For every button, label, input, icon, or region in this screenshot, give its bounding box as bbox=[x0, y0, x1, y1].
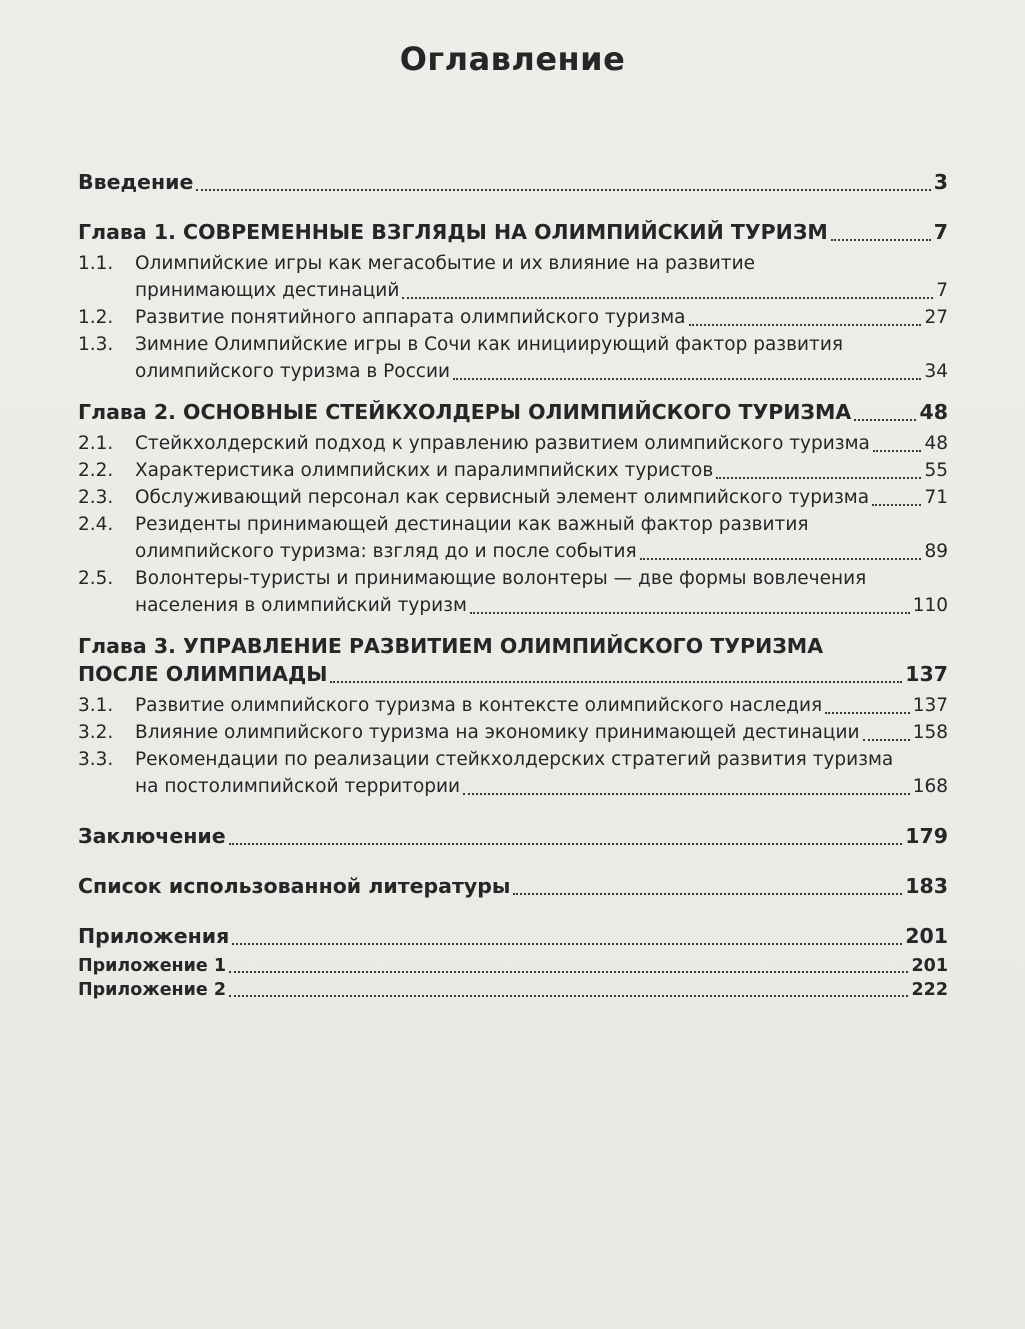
appendix-page: 201 bbox=[911, 956, 948, 976]
section-number: 3.1. bbox=[78, 695, 114, 716]
dot-leader bbox=[229, 843, 903, 845]
dot-leader bbox=[640, 558, 922, 560]
section-number: 3.2. bbox=[78, 722, 114, 743]
toc-entry-intro[interactable] bbox=[78, 168, 948, 196]
dot-leader bbox=[831, 239, 931, 241]
dot-leader bbox=[854, 419, 916, 421]
dot-leader bbox=[513, 893, 902, 895]
toc-entry-label: Список использованной литературы bbox=[78, 874, 511, 898]
toc-section-2-2[interactable] bbox=[78, 457, 948, 484]
section-page: 110 bbox=[912, 595, 948, 616]
toc-appendix-1[interactable] bbox=[78, 954, 948, 978]
section-title-line1: Резиденты принимающей дестинации как важный фактор развития bbox=[135, 514, 809, 535]
toc-section-2-4[interactable] bbox=[78, 511, 948, 565]
section-number: 2.4. bbox=[78, 514, 114, 535]
section-title-line1: Зимние Олимпийские игры в Сочи как инициирующий фактор развития bbox=[135, 334, 843, 355]
section-page: 27 bbox=[924, 307, 948, 328]
toc-chapter-label: Глава 2. ОСНОВНЫЕ СТЕЙКХОЛДЕРЫ ОЛИМПИЙСКОГО ТУРИЗМА bbox=[78, 400, 852, 424]
dot-leader bbox=[229, 971, 908, 973]
table-of-contents bbox=[78, 168, 948, 1002]
section-page: 89 bbox=[924, 541, 948, 562]
dot-leader bbox=[716, 477, 921, 479]
dot-leader bbox=[229, 995, 908, 997]
section-number: 1.3. bbox=[78, 334, 114, 355]
dot-leader bbox=[453, 378, 921, 380]
dot-leader bbox=[825, 712, 910, 714]
toc-chapter-1[interactable] bbox=[78, 218, 948, 246]
appendix-page: 222 bbox=[911, 980, 948, 1000]
section-number: 3.3. bbox=[78, 749, 114, 770]
toc-chapter-label-line1: Глава 3. УПРАВЛЕНИЕ РАЗВИТИЕМ ОЛИМПИЙСКОГО ТУРИЗМА bbox=[78, 634, 824, 658]
section-title: Развитие понятийного аппарата олимпийского туризма bbox=[135, 307, 686, 328]
section-page: 158 bbox=[912, 722, 948, 743]
section-page: 48 bbox=[924, 433, 948, 454]
dot-leader bbox=[873, 450, 922, 452]
section-number: 1.1. bbox=[78, 253, 114, 274]
section-title: Развитие олимпийского туризма в контексте олимпийского наследия bbox=[135, 695, 823, 716]
toc-chapter-3[interactable] bbox=[78, 632, 948, 688]
appendix-label: Приложение 2 bbox=[78, 980, 227, 1000]
section-title-line1: Волонтеры-туристы и принимающие волонтеры — две формы вовлечения bbox=[135, 568, 867, 589]
section-number: 2.1. bbox=[78, 433, 114, 454]
toc-entry-conclusion[interactable] bbox=[78, 822, 948, 850]
toc-section-3-2[interactable] bbox=[78, 719, 948, 746]
section-title-line2: населения в олимпийский туризм bbox=[135, 595, 467, 616]
dot-leader bbox=[872, 504, 921, 506]
toc-section-1-1[interactable] bbox=[78, 250, 948, 304]
section-title-line2: на постолимпийской территории bbox=[135, 776, 461, 797]
toc-section-2-1[interactable] bbox=[78, 430, 948, 457]
dot-leader bbox=[330, 681, 902, 683]
section-page: 168 bbox=[912, 776, 948, 797]
section-title-line2: олимпийского туризма в России bbox=[135, 361, 450, 382]
toc-entry-label: Заключение bbox=[78, 824, 226, 848]
section-number: 2.3. bbox=[78, 487, 114, 508]
section-title: Характеристика олимпийских и паралимпийских туристов bbox=[135, 460, 714, 481]
toc-section-2-3[interactable] bbox=[78, 484, 948, 511]
section-page: 55 bbox=[924, 460, 948, 481]
dot-leader bbox=[863, 739, 910, 741]
section-title-line1: Олимпийские игры как мегасобытие и их влияние на развитие bbox=[135, 253, 755, 274]
section-page: 34 bbox=[924, 361, 948, 382]
toc-chapter-label: Глава 1. СОВРЕМЕННЫЕ ВЗГЛЯДЫ НА ОЛИМПИЙСКИЙ ТУРИЗМ bbox=[78, 220, 828, 244]
appendix-label: Приложение 1 bbox=[78, 956, 227, 976]
section-title-line2: принимающих дестинаций bbox=[135, 280, 400, 301]
section-page: 7 bbox=[936, 280, 948, 301]
dot-leader bbox=[463, 793, 910, 795]
toc-section-3-1[interactable] bbox=[78, 692, 948, 719]
section-title-line2: олимпийского туризма: взгляд до и после события bbox=[135, 541, 637, 562]
toc-entry-page: 3 bbox=[933, 170, 948, 194]
dot-leader bbox=[470, 612, 910, 614]
section-number: 2.2. bbox=[78, 460, 114, 481]
section-number: 2.5. bbox=[78, 568, 114, 589]
toc-entry-appendices[interactable] bbox=[78, 922, 948, 950]
toc-entry-page: 179 bbox=[905, 824, 948, 848]
toc-chapter-page: 7 bbox=[933, 220, 948, 244]
toc-entry-label: Введение bbox=[78, 170, 194, 194]
dot-leader bbox=[689, 324, 922, 326]
section-page: 137 bbox=[912, 695, 948, 716]
toc-section-1-2[interactable] bbox=[78, 304, 948, 331]
toc-entry-references[interactable] bbox=[78, 872, 948, 900]
toc-section-2-5[interactable] bbox=[78, 565, 948, 619]
toc-chapter-page: 137 bbox=[905, 662, 948, 686]
toc-appendix-2[interactable] bbox=[78, 978, 948, 1002]
section-title: Стейкхолдерский подход к управлению развитием олимпийского туризма bbox=[135, 433, 870, 454]
section-title-line1: Рекомендации по реализации стейкхолдерских стратегий развития туризма bbox=[135, 749, 894, 770]
toc-chapter-page: 48 bbox=[919, 400, 948, 424]
toc-chapter-label-line2: ПОСЛЕ ОЛИМПИАДЫ bbox=[78, 662, 328, 686]
section-title: Влияние олимпийского туризма на экономику принимающей дестинации bbox=[135, 722, 860, 743]
toc-section-3-3[interactable] bbox=[78, 746, 948, 800]
dot-leader bbox=[402, 297, 933, 299]
dot-leader bbox=[196, 189, 930, 191]
toc-entry-label: Приложения bbox=[78, 924, 230, 948]
section-title: Обслуживающий персонал как сервисный элемент олимпийского туризма bbox=[135, 487, 870, 508]
dot-leader bbox=[232, 943, 902, 945]
section-page: 71 bbox=[924, 487, 948, 508]
toc-chapter-2[interactable] bbox=[78, 398, 948, 426]
section-number: 1.2. bbox=[78, 307, 114, 328]
toc-entry-page: 183 bbox=[905, 874, 948, 898]
page-title: Оглавление bbox=[399, 40, 626, 78]
toc-section-1-3[interactable] bbox=[78, 331, 948, 385]
toc-entry-page: 201 bbox=[905, 924, 948, 948]
